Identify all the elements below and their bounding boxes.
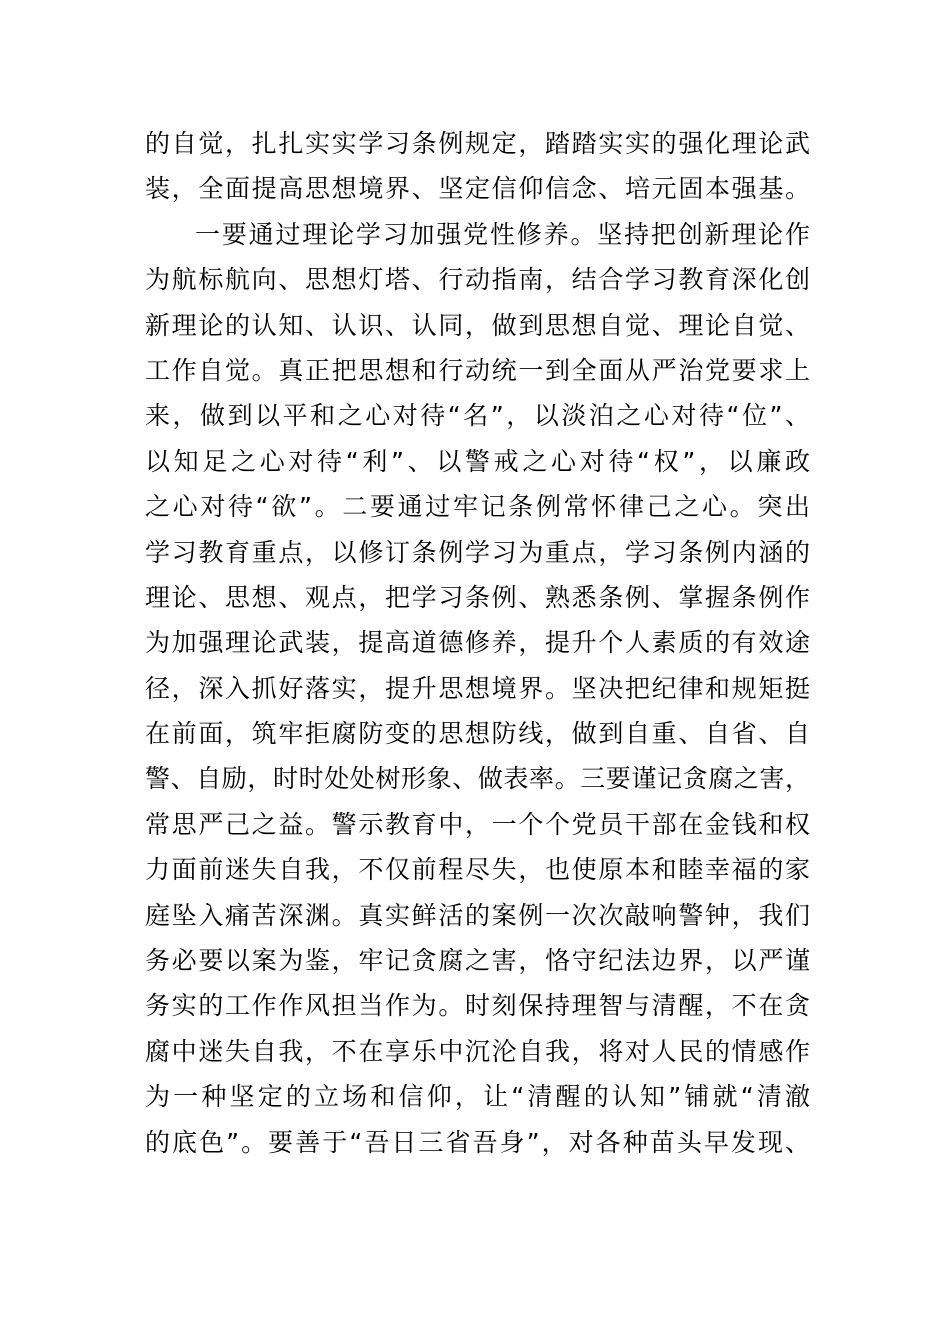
text-line: 工作自觉。真正把思想和行动统一到全面从严治党要求上: [145, 355, 810, 385]
text-line: 装，全面提高思想境界、坚定信仰信念、培元固本强基。: [145, 174, 810, 204]
text-line: 来，做到以平和之心对待“名”，以淡泊之心对待“位”、: [145, 401, 810, 431]
text-line: 警、自励，时时处处树形象、做表率。三要谨记贪腐之害，: [145, 764, 810, 794]
text-line: 之心对待“欲”。二要通过牢记条例常怀律己之心。突出: [145, 492, 810, 522]
text-line: 径，深入抓好落实，提升思想境界。坚决把纪律和规矩挺: [145, 673, 810, 703]
text-line: 学习教育重点，以修订条例学习为重点，学习条例内涵的: [145, 537, 810, 567]
text-line: 在前面，筑牢拒腐防变的思想防线，做到自重、自省、自: [145, 719, 810, 749]
text-line: 理论、思想、观点，把学习条例、熟悉条例、掌握条例作: [145, 582, 810, 612]
text-line: 的底色”。要善于“吾日三省吾身”，对各种苗头早发现、: [145, 1127, 810, 1157]
text-line: 务必要以案为鉴，牢记贪腐之害，恪守纪法边界，以严谨: [145, 946, 810, 976]
text-line: 常思严己之益。警示教育中，一个个党员干部在金钱和权: [145, 809, 810, 839]
text-line: 务实的工作作风担当作为。时刻保持理智与清醒，不在贪: [145, 991, 810, 1021]
text-line: 腐中迷失自我，不在享乐中沉沦自我，将对人民的情感作: [145, 1036, 810, 1066]
text-line: 为一种坚定的立场和信仰，让“清醒的认知”铺就“清澈: [145, 1082, 810, 1112]
text-line: 力面前迷失自我，不仅前程尽失，也使原本和睦幸福的家: [145, 855, 810, 885]
text-line: 为加强理论武装，提高道德修养，提升个人素质的有效途: [145, 628, 810, 658]
text-line-paragraph-start: 一要通过理论学习加强党性修养。坚持把创新理论作: [195, 219, 810, 249]
text-line: 新理论的认知、认识、认同，做到思想自觉、理论自觉、: [145, 310, 810, 340]
text-line: 为航标航向、思想灯塔、行动指南，结合学习教育深化创: [145, 265, 810, 295]
text-line: 的自觉，扎扎实实学习条例规定，踏踏实实的强化理论武: [145, 129, 810, 158]
text-line: 庭坠入痛苦深渊。真实鲜活的案例一次次敲响警钟，我们: [145, 900, 810, 930]
body-text: [145, 121, 810, 1165]
text-line: 以知足之心对待“利”、以警戒之心对待“权”，以廉政: [145, 446, 810, 476]
